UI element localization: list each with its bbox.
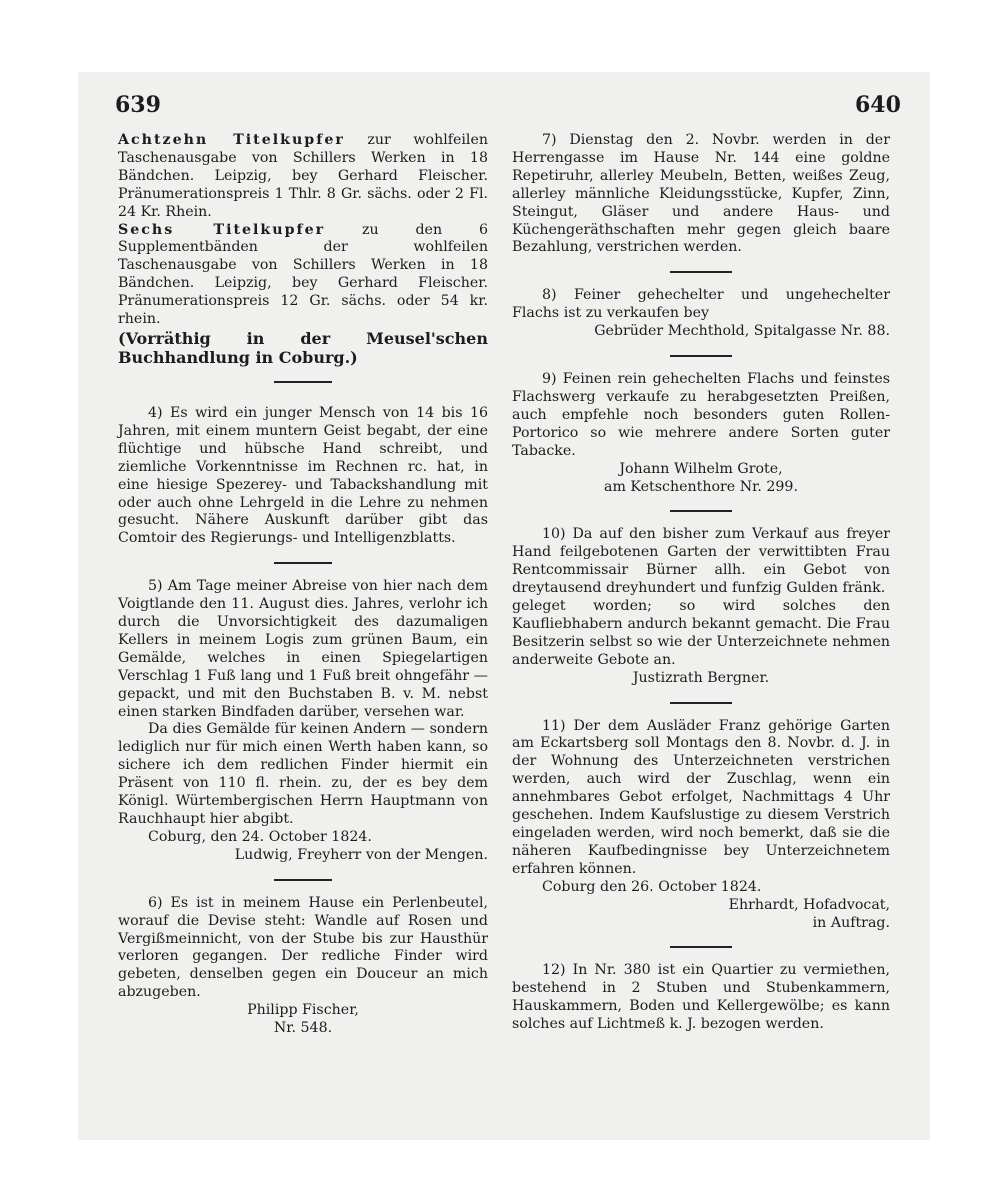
ad-6-house-number: Nr. 548. — [273, 1020, 333, 1037]
ad-10-garden-bid: 10) Da auf den bisher zum Verkauf aus freyer Hand feilgebotenen Garten der verwittibten Frau Rentcommissair Bürner allh. ein Gebot von dreytausend dreyhundert und funfzig Gulden fränk. — [512, 526, 890, 597]
divider — [274, 381, 332, 383]
ad-9-flax-tobacco: 9) Feinen rein gehechelten Flachs und feinstes Flachswerg verkaufe zu herabgesetzten Preißen, auch empfehle noch besonders guten Rollen-Portorico so wie mehrere andere Sorten guter Tabacke. — [512, 371, 890, 459]
divider — [670, 271, 732, 273]
ad-11-signature: Ehrhardt, Hofadvocat, — [728, 896, 890, 913]
divider — [274, 879, 332, 881]
ad-9-address: am Ketschenthore Nr. 299. — [604, 478, 798, 495]
ad-5-reward: Da dies Gemälde für keinen Andern — sondern lediglich nur für mich einen Werth haben kann, so sichere ich dem redlichen Finder hiermit ein Präsent von 110 fl. rhein. zu, der es bey dem Königl. Würtembergischen Herrn Hauptmann von Rauchhaupt hier abgibt. — [118, 721, 488, 827]
divider — [670, 510, 732, 512]
ad-5-signature: Ludwig, Freyherr von der Mengen. — [234, 846, 488, 863]
ad-5-lost-painting: 5) Am Tage meiner Abreise von hier nach dem Voigtlande den 11. August dies. Jahres, verlohr ich durch die Unvorsichtigkeit des dazumaligen Kellers in meinem Logis zum grünen Baum, ein Gemälde, welches in einen Spiegelartigen Verschlag 1 Fuß lang und 1 Fuß breit ohngefähr — gepackt, und mit den Buchstaben B. v. M. nebst einen starken Bindfaden darüber, versehen war. — [118, 578, 488, 720]
ad-titlekupfer-schiller: Achtzehn Titelkupfer zur wohlfeilen Taschenausgabe von Schillers Werken in 18 Bändchen. Leipzig, bey Gerhard Fleischer. Pränumerationspreis 1 Thlr. 8 Gr. sächs. oder 2 Fl. 24 Kr. Rhein. — [118, 132, 488, 220]
page-number-left: 639 — [115, 92, 161, 118]
ad-titlekupfer-supplement: Sechs Titelkupfer zu den 6 Supplementbänden der wohlfeilen Taschenausgabe von Schillers Werken in 18 Bändchen. Leipzig, bey Gerhard Fleischer. Pränumerationspreis 12 Gr. sächs. oder 54 kr. rhein. — [118, 221, 488, 328]
ad-11-garden-sale: 11) Der dem Ausläder Franz gehörige Garten am Eckartsberg soll Montags den 8. Novbr. d. J. in der Wohnung des Unterzeichneten verstrichen werden, auch wird der Zuschlag, wenn ein annehmbares Gebot erfolget, Nachmittags 4 Uhr geschehen. Indem Kaufslustige zu diesem Verstrich eingeladen werden, wird noch bemerkt, daß sie die näheren Kaufbedingnisse bey Unterzeichnetem erfahren können. — [512, 717, 890, 877]
page-number-right: 640 — [855, 92, 901, 118]
ad-4-apprentice: 4) Es wird ein junger Mensch von 14 bis 16 Jahren, mit einem muntern Geist begabt, der eine flüchtige und hübsche Hand schreibt, und ziemliche Vorkenntnisse im Rechnen rc. hat, in eine hiesige Spezerey- und Tabackshandlung mit oder auch ohne Lehrgeld in die Lehre zu nehmen gesucht. Nähere Auskunft darüber gibt das Comtoir des Regierungs- und Intelligenzblatts. — [118, 404, 488, 547]
ad-11-signature-role: in Auftrag. — [812, 914, 890, 931]
divider — [670, 946, 732, 948]
ad-6-signature: Philipp Fischer, — [247, 1002, 359, 1019]
left-column — [118, 132, 488, 1038]
ad-5-date: Coburg, den 24. October 1824. — [148, 828, 372, 845]
ad-9-signature: Johann Wilhelm Grote, — [619, 460, 783, 477]
ad-7-auction: 7) Dienstag den 2. Novbr. werden in der Herrengasse im Hause Nr. 144 eine goldne Repetiruhr, allerley Meubeln, Betten, weißes Zeug, allerley männliche Kleidungsstücke, Kupfer, Zinn, Steingut, Gläser und andere Haus- und Küchengeräthschaften mehr gegen gleich baare Bezahlung, verstrichen werden. — [512, 132, 890, 256]
ad-8-signature: Gebrüder Mechthold, Spitalgasse Nr. 88. — [594, 323, 890, 340]
ad-8-flax: 8) Feiner gehechelter und ungehechelter Flachs ist zu verkaufen bey — [512, 287, 890, 322]
ad-10-notice: geleget worden; so wird solches den Kaufliebhabern andurch bekannt gemacht. Die Frau Besitzerin selbst so wie der Unterzeichnete nehmen anderweite Gebote an. — [512, 598, 890, 668]
ad-6-lost-purse: 6) Es ist in meinem Hause ein Perlenbeutel, worauf die Devise steht: Wandle auf Rosen und Vergißmeinnicht, von der Stube bis zur Hausthür verloren gegangen. Der redliche Finder wird gebeten, denselben gegen ein Douceur an mich abzugeben. — [118, 894, 488, 1001]
ad-10-signature: Justizrath Bergner. — [632, 669, 770, 686]
right-column — [512, 132, 890, 1034]
divider — [670, 702, 732, 704]
divider — [274, 562, 332, 564]
ad-12-rental: 12) In Nr. 380 ist ein Quartier zu vermiethen, bestehend in 2 Stuben und Stubenkammern, Hauskammern, Boden und Kellergewölbe; es kann solches auf Lichtmeß k. J. bezogen werden. — [512, 962, 890, 1033]
divider — [670, 355, 732, 357]
ad-availability-note: (Vorräthig in der Meusel'schen Buchhandlung in Coburg.) — [118, 328, 488, 367]
ad-11-date: Coburg den 26. October 1824. — [542, 878, 762, 895]
